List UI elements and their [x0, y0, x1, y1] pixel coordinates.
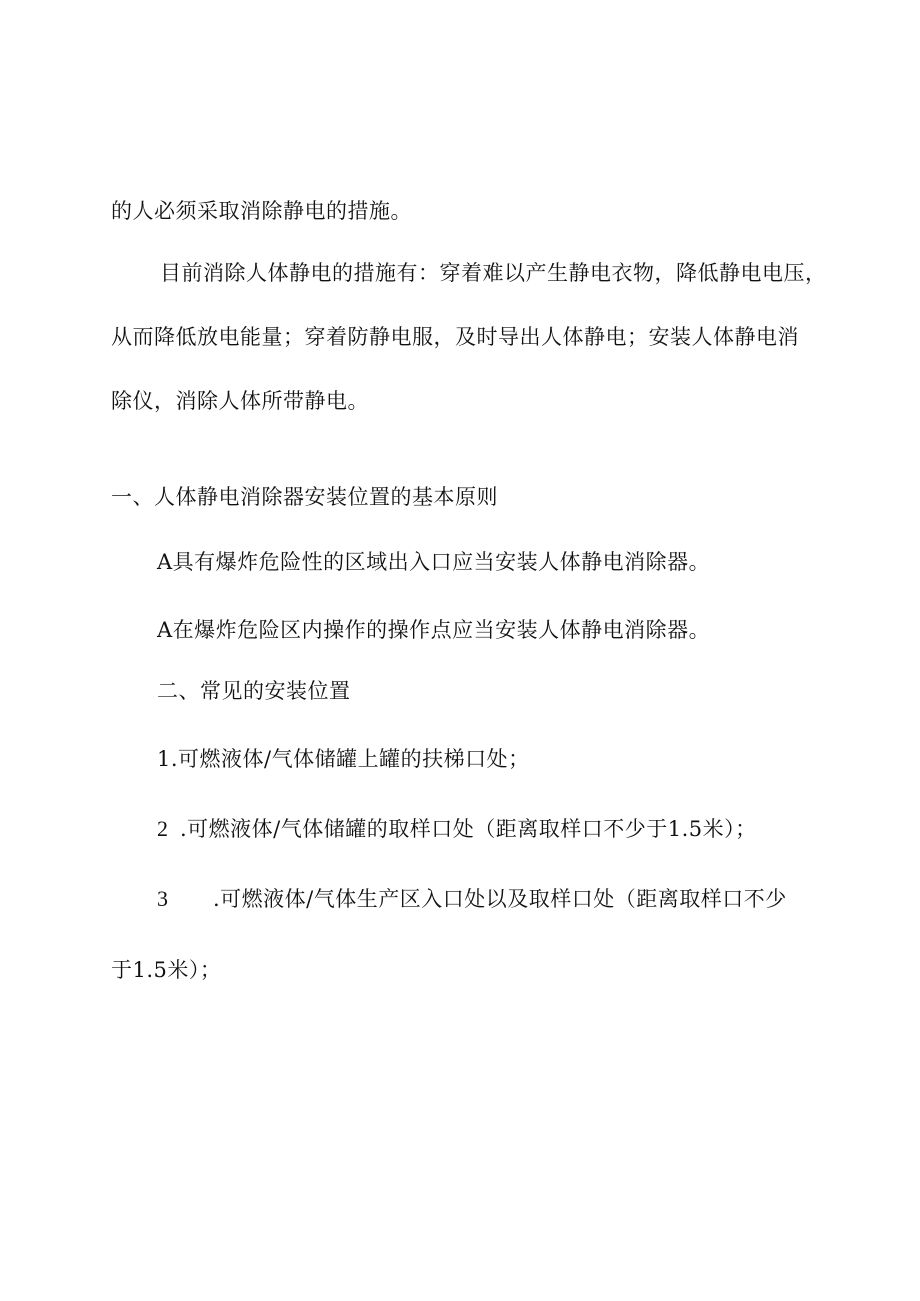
- list-item: .可燃液体/气体储罐的取样口处（距离取样口不少于1.5米）；: [180, 817, 757, 841]
- list-item: 1.可燃液体/气体储罐上罐的扶梯口处；: [157, 747, 530, 771]
- rule-item: A在爆炸危险区内操作的操作点应当安装人体静电消除器。: [157, 618, 711, 642]
- section-heading: 二、常见的安装位置: [157, 679, 351, 703]
- paragraph-line: 从而降低放电能量；穿着防静电服，及时导出人体静电；安装人体静电消: [111, 325, 799, 349]
- paragraph-line: 目前消除人体静电的措施有：穿着难以产生静电衣物，降低静电电压，: [160, 261, 827, 285]
- rule-item: A具有爆炸危险性的区域出入口应当安装人体静电消除器。: [157, 550, 711, 574]
- list-item-number: 3: [157, 886, 169, 911]
- section-heading: 一、人体静电消除器安装位置的基本原则: [111, 485, 498, 509]
- list-item: .可燃液体/气体生产区入口处以及取样口处（距离取样口不少: [213, 887, 787, 911]
- list-item-number: 2: [157, 816, 169, 841]
- paragraph-line: 除仪，消除人体所带静电。: [111, 389, 369, 413]
- paragraph-continuation: 的人必须采取消除静电的措施。: [111, 199, 412, 223]
- list-item-continuation: 于1.5米）；: [111, 958, 222, 982]
